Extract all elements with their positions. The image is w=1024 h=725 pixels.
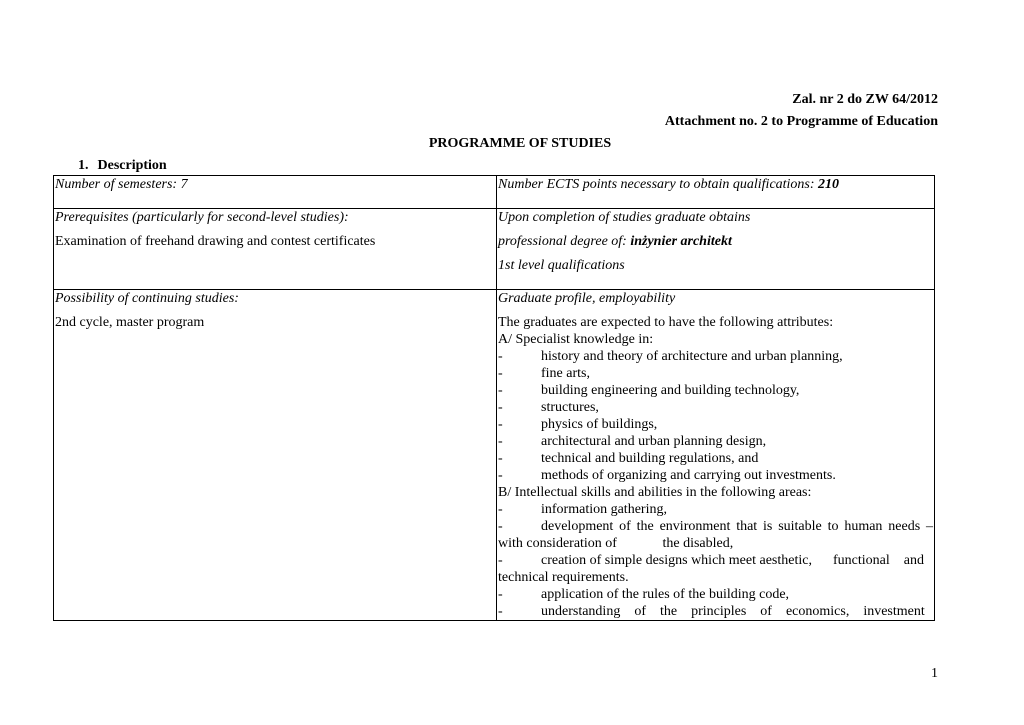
list-item-text: fine arts,: [541, 366, 590, 381]
prerequisites-value: Examination of freehand drawing and contest certificates: [55, 234, 376, 249]
ects-value: 210: [818, 177, 840, 192]
list-item: [498, 586, 933, 603]
list-item-text: creation of simple designs which meet aesthetic, functional and: [541, 553, 924, 568]
continuing-label: Possibility of continuing studies:: [55, 291, 239, 306]
list-dash: -: [498, 400, 503, 415]
ects-label: Number ECTS points necessary to obtain qualifications:: [498, 177, 819, 192]
list-item-text: structures,: [541, 400, 599, 415]
continuing-cell: [54, 290, 497, 621]
list-item: [498, 348, 933, 365]
section-a-heading: A/ Specialist knowledge in:: [498, 332, 654, 347]
list-dash: -: [498, 383, 503, 398]
list-item-continuation: technical requirements.: [498, 570, 629, 585]
list-item: [498, 433, 933, 450]
list-item-text: understanding of the principles of economics, investment: [541, 604, 925, 619]
description-table: [53, 175, 935, 621]
list-item-text: application of the rules of the building code,: [541, 587, 790, 602]
page-number: 1: [931, 666, 938, 681]
semesters-cell: [54, 176, 497, 209]
list-item-text: technical and building regulations, and: [541, 451, 759, 466]
document-title: PROGRAMME OF STUDIES: [428, 136, 612, 151]
completion-cell: [497, 209, 935, 290]
list-item: [498, 382, 933, 399]
list-dash: -: [498, 417, 503, 432]
list-item: [498, 603, 933, 620]
section-b-heading: B/ Intellectual skills and abilities in the following areas:: [498, 485, 812, 500]
list-item: [498, 399, 933, 416]
qualification-level: 1st level qualifications: [498, 258, 625, 273]
degree-label: professional degree of:: [498, 234, 631, 249]
completion-label: Upon completion of studies graduate obtains: [498, 210, 751, 225]
prerequisites-cell: [54, 209, 497, 290]
prerequisites-label: Prerequisites (particularly for second-level studies):: [55, 210, 349, 225]
attachment-note: Attachment no. 2 to Programme of Education: [664, 114, 938, 129]
list-dash: -: [498, 502, 503, 517]
list-item-text: information gathering,: [541, 502, 667, 517]
section-heading: [78, 158, 167, 174]
document-reference: Zal. nr 2 do ZW 64/2012: [792, 92, 938, 107]
list-item-text: architectural and urban planning design,: [541, 434, 767, 449]
knowledge-list: [498, 348, 933, 484]
list-item: [498, 416, 933, 433]
list-dash: -: [498, 451, 503, 466]
profile-intro: The graduates are expected to have the following attributes:: [498, 315, 834, 330]
list-item: [498, 450, 933, 467]
list-item-text: development of the environment that is suitable to human needs –: [541, 519, 933, 534]
skills-list: [498, 501, 933, 620]
list-item: [498, 501, 933, 518]
ects-cell: [497, 176, 935, 209]
list-dash: -: [498, 519, 503, 534]
list-dash: -: [498, 553, 503, 568]
list-item-continuation: with consideration of the disabled,: [498, 536, 734, 551]
list-item-text: history and theory of architecture and urban planning,: [541, 349, 843, 364]
list-dash: -: [498, 434, 503, 449]
list-item: [498, 467, 933, 484]
list-item-text: physics of buildings,: [541, 417, 658, 432]
degree-value: inżynier architekt: [630, 234, 732, 249]
list-item: [498, 365, 933, 382]
list-dash: -: [498, 468, 503, 483]
list-item: [498, 518, 933, 535]
list-item: [498, 552, 933, 569]
list-dash: -: [498, 366, 503, 381]
list-item-text: building engineering and building technology,: [541, 383, 800, 398]
list-dash: -: [498, 587, 503, 602]
continuing-value: 2nd cycle, master program: [55, 315, 205, 330]
profile-label: Graduate profile, employability: [498, 291, 676, 306]
semesters-text: Number of semesters: 7: [55, 177, 188, 192]
list-dash: -: [498, 604, 503, 619]
section-number: 1.: [78, 158, 89, 173]
section-title: Description: [97, 158, 167, 173]
list-dash: -: [498, 349, 503, 364]
list-item-text: methods of organizing and carrying out investments.: [541, 468, 836, 483]
profile-cell: [497, 290, 935, 621]
